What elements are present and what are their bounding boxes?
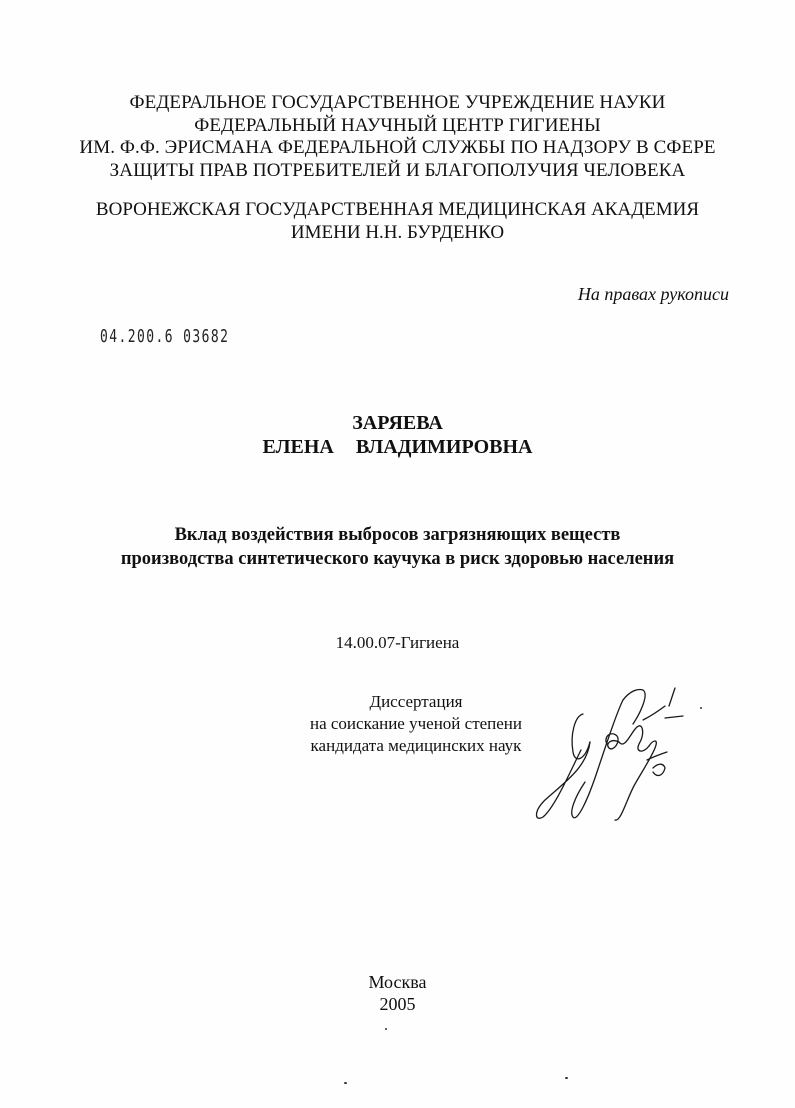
institution-line: ЗАЩИТЫ ПРАВ ПОТРЕБИТЕЛЕЙ И БЛАГОПОЛУЧИЯ ЧЕЛОВЕКА	[109, 159, 686, 181]
institution-header-1	[0, 92, 795, 182]
thesis-title	[0, 523, 795, 571]
scan-speck	[385, 1028, 387, 1030]
thesis-title-line: производства синтетического каучука в риск здоровью населения	[120, 549, 675, 569]
handwritten-signature	[525, 672, 705, 832]
author-given-names: ЕЛЕНА ВЛАДИМИРОВНА	[262, 436, 533, 458]
thesis-title-line: Вклад воздействия выбросов загрязняющих веществ	[174, 525, 621, 545]
publication-place-year	[0, 971, 795, 1015]
author-surname: ЗАРЯЕВА	[352, 412, 443, 434]
institution-line: ФЕДЕРАЛЬНЫЙ НАУЧНЫЙ ЦЕНТР ГИГИЕНЫ	[194, 114, 601, 136]
institution-line: ВОРОНЕЖСКАЯ ГОСУДАРСТВЕННАЯ МЕДИЦИНСКАЯ АКАДЕМИЯ	[95, 199, 700, 220]
thesis-type	[296, 691, 536, 757]
specialty-code: 14.00.07-Гигиена	[335, 633, 460, 652]
thesis-type-line: Диссертация	[369, 692, 463, 711]
author-name	[0, 411, 795, 459]
manuscript-note: На правах рукописи	[577, 284, 729, 304]
thesis-type-line: кандидата медицинских наук	[310, 736, 522, 755]
institution-line: ИМ. Ф.Ф. ЭРИСМАНА ФЕДЕРАЛЬНОЙ СЛУЖБЫ ПО НАДЗОРУ В СФЕРЕ	[79, 137, 716, 158]
publication-city: Москва	[368, 972, 427, 992]
institution-line: ИМЕНИ Н.Н. БУРДЕНКО	[290, 221, 505, 243]
publication-year: 2005	[379, 994, 416, 1014]
scan-speck	[344, 1082, 347, 1084]
institution-header-2	[0, 199, 795, 244]
institution-line: ФЕДЕРАЛЬНОЕ ГОСУДАРСТВЕННОЕ УЧРЕЖДЕНИЕ НАУКИ	[129, 92, 666, 113]
scan-speck	[565, 1077, 568, 1079]
thesis-type-line: на соискание ученой степени	[309, 714, 523, 733]
registration-stamp: 04.200.6 03682	[100, 326, 230, 347]
